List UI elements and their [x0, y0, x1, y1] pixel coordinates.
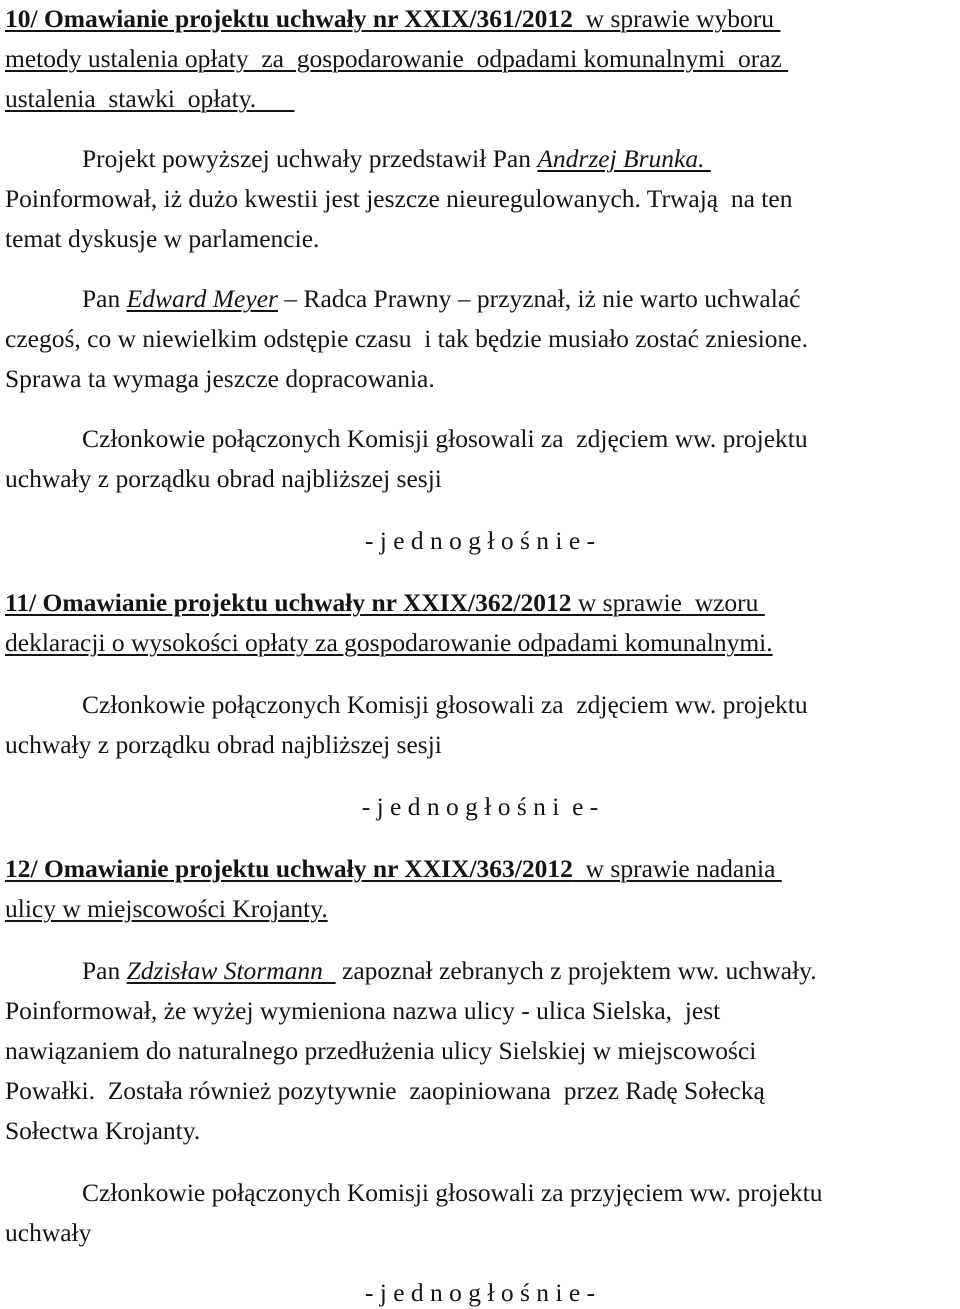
section-11-title-rest: w sprawie wzoru [571, 588, 765, 617]
speaker-name: Andrzej Brunka. [537, 144, 711, 173]
text-span: Pan [82, 284, 127, 313]
section-12-vote-result: - j e d n o g ł o ś n i e - [364, 1278, 596, 1307]
section-12-vote-line-2: uchwały [5, 1218, 92, 1247]
section-10-p1-line-3: temat dyskusje w parlamencie. [5, 224, 320, 253]
section-10-p2-line-3: Sprawa ta wymaga jeszcze dopracowania. [5, 364, 435, 393]
section-10-heading-line-2: metody ustalenia opłaty za gospodarowanie odpadami komunalnymi oraz [5, 44, 789, 73]
speaker-name: Zdzisław Stormann [126, 956, 336, 985]
section-11-heading-line-1 [5, 590, 765, 616]
section-10-vote-result: - j e d n o g ł o ś n i e - [364, 526, 596, 555]
section-12-heading-line-1 [5, 856, 782, 882]
section-10-p1-line-1 [82, 146, 711, 172]
section-11-vote-result: - j e d n o g ł o ś n i e - [361, 792, 599, 821]
section-12-vote-line-1: Członkowie połączonych Komisji głosowali za przyjęciem ww. projektu [82, 1178, 823, 1207]
section-10-title: Omawianie projektu uchwały nr XXIX/361/2012 [43, 4, 573, 33]
section-12-p1-line-1 [82, 958, 817, 984]
section-12-heading-line-2: ulicy w miejscowości Krojanty. [5, 894, 328, 923]
speaker-name: Edward Meyer [126, 284, 278, 313]
section-12-p1-line-4: Powałki. Została również pozytywnie zaopiniowana przez Radę Sołecką [5, 1076, 765, 1105]
text-span: Projekt powyższej uchwały przedstawił Pan [82, 144, 538, 173]
section-11-title: 11/ Omawianie projektu uchwały nr XXIX/362/2012 [5, 588, 572, 617]
section-12-p1-line-3: nawiązaniem do naturalnego przedłużenia ulicy Sielskiej w miejscowości [5, 1036, 757, 1065]
section-12-title-rest: w sprawie nadania [572, 854, 782, 883]
section-10-vote-line-1: Członkowie połączonych Komisji głosowali za zdjęciem ww. projektu [82, 424, 808, 453]
section-10-number: 10/ [5, 4, 44, 33]
section-10-heading-line-1 [5, 6, 780, 32]
section-12-p1-line-2: Poinformował, że wyżej wymieniona nazwa ulicy - ulica Sielska, jest [5, 996, 721, 1025]
text-span: Pan [82, 956, 127, 985]
section-10-p2-line-1 [82, 286, 800, 312]
section-11-vote-line-2: uchwały z porządku obrad najbliższej sesji [5, 730, 442, 759]
section-12-p1-line-5: Sołectwa Krojanty. [5, 1116, 201, 1145]
section-10-vote-line-2: uchwały z porządku obrad najbliższej sesji [5, 464, 442, 493]
section-11-heading-line-2: deklaracji o wysokości opłaty za gospodarowanie odpadami komunalnymi. [5, 628, 773, 657]
section-11-vote-line-1: Członkowie połączonych Komisji głosowali za zdjęciem ww. projektu [82, 690, 808, 719]
section-12-title: 12/ Omawianie projektu uchwały nr XXIX/363/2012 [5, 854, 573, 883]
section-10-p2-line-2: czegoś, co w niewielkim odstępie czasu i tak będzie musiało zostać zniesione. [5, 324, 808, 353]
section-10-heading-line-3: ustalenia stawki opłaty. [5, 84, 295, 113]
section-10-title-rest: w sprawie wyboru [572, 4, 781, 33]
text-span: – Radca Prawny – przyznał, iż nie warto uchwalać [277, 284, 801, 313]
text-span: zapoznał zebranych z projektem ww. uchwały. [335, 956, 817, 985]
section-10-p1-line-2: Poinformował, iż dużo kwestii jest jeszcze nieuregulowanych. Trwają na ten [5, 184, 793, 213]
